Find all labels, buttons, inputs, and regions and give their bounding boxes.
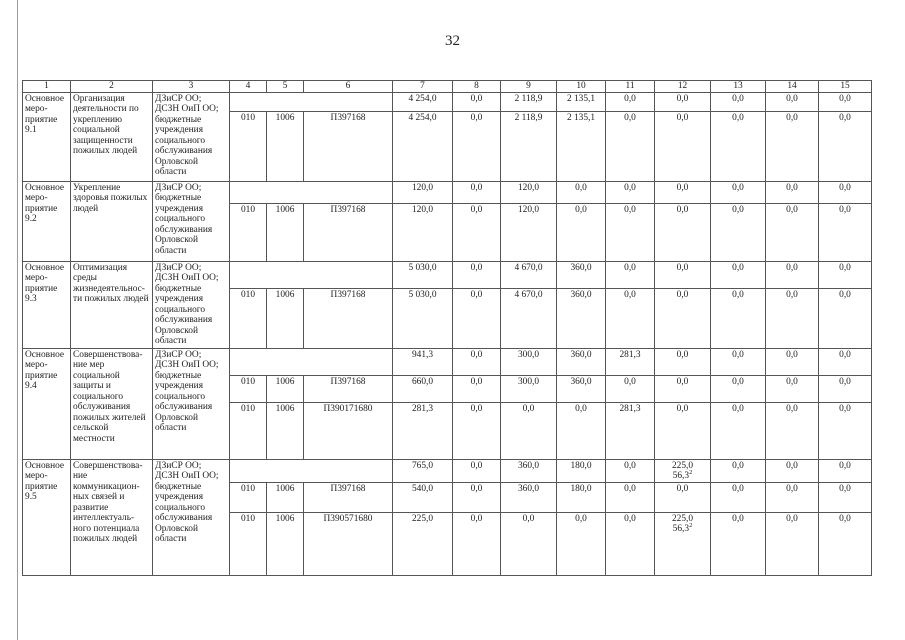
budget-table (22, 80, 872, 576)
table-cell: 660,0 (393, 375, 453, 402)
table-cell: 281,3 (606, 348, 655, 375)
table-cell: 010 (230, 375, 267, 402)
table-cell: 0,0 (453, 482, 501, 512)
table-cell: 0,0 (501, 512, 557, 575)
table-cell: 010 (230, 288, 267, 348)
measure-description: Укрепление здоровья пожилых людей (71, 181, 153, 261)
table-cell: 0,0 (606, 512, 655, 575)
table-cell: 1006 (267, 288, 304, 348)
table-cell: 0,0 (766, 92, 819, 111)
table-cell: 0,0 (453, 402, 501, 459)
table-cell: 010 (230, 482, 267, 512)
table-cell: 0,0 (453, 375, 501, 402)
table-cell: 4 670,0 (501, 261, 557, 288)
table-cell: 0,0 (606, 482, 655, 512)
table-cell: 1006 (267, 203, 304, 261)
table-cell: 0,0 (711, 261, 766, 288)
table-cell: 0,0 (711, 203, 766, 261)
table-cell: 0,0 (655, 111, 711, 181)
table-cell: 360,0 (557, 348, 606, 375)
col-header: 13 (711, 81, 766, 93)
total-cell: 941,3 (393, 348, 453, 375)
measure-executors: ДЗиСР ОО; ДСЗН ОиП ОО; бюджетные учреждения социального обслуживания Орловской области (153, 261, 230, 348)
footnote-mark: 2 (689, 522, 693, 529)
table-cell: 0,0 (766, 181, 819, 203)
col-header: 2 (71, 81, 153, 93)
table-cell: 0,0 (711, 288, 766, 348)
table-cell: 0,0 (655, 402, 711, 459)
table-cell: 0,0 (453, 181, 501, 203)
table-cell: 0,0 (655, 482, 711, 512)
table-cell: 0,0 (711, 375, 766, 402)
table-cell: 1006 (267, 482, 304, 512)
table-cell: 0,0 (766, 261, 819, 288)
table-cell: 1006 (267, 111, 304, 181)
total-cell: 5 030,0 (393, 261, 453, 288)
table-cell: П397168 (304, 288, 393, 348)
table-cell: 0,0 (606, 203, 655, 261)
table-cell: 360,0 (501, 482, 557, 512)
table-cell: 0,0 (819, 203, 872, 261)
cell-value: 225,0 (671, 460, 694, 471)
table-cell: 360,0 (501, 459, 557, 482)
table-cell: 0,0 (557, 512, 606, 575)
table-cell: 0,0 (501, 402, 557, 459)
table-cell: 0,0 (711, 402, 766, 459)
col-header: 11 (606, 81, 655, 93)
table-cell: 0,0 (606, 261, 655, 288)
measure-description: Совершенствова-ние мер социальной защиты и социального обслуживания пожилых жителей сельской местности (71, 348, 153, 459)
table-cell: 5 030,0 (393, 288, 453, 348)
table-cell: 360,0 (557, 261, 606, 288)
table-cell: 010 (230, 111, 267, 181)
measure-description: Организация деятельности по укреплению социальной защищенности пожилых людей (71, 92, 153, 181)
table-cell: 0,0 (711, 459, 766, 482)
measure-executors: ДЗиСР ОО; ДСЗН ОиП ОО; бюджетные учреждения социального обслуживания Орловской области (153, 348, 230, 459)
table-cell: 0,0 (766, 402, 819, 459)
table-cell: 2 135,1 (557, 92, 606, 111)
table-cell: 225,0 (393, 512, 453, 575)
measure-executors: ДЗиСР ОО; ДСЗН ОиП ОО; бюджетные учреждения социального обслуживания Орловской области (153, 459, 230, 575)
table-cell: 0,0 (711, 482, 766, 512)
col-header: 7 (393, 81, 453, 93)
col-header: 12 (655, 81, 711, 93)
table-cell: 0,0 (655, 203, 711, 261)
total-cell: 120,0 (393, 181, 453, 203)
table-cell: 0,0 (606, 92, 655, 111)
table-cell: 0,0 (655, 92, 711, 111)
table-cell: 0,0 (819, 348, 872, 375)
col-header: 5 (267, 81, 304, 93)
table-cell: 0,0 (606, 181, 655, 203)
page-margin-line (17, 0, 18, 640)
table-cell: 360,0 (557, 288, 606, 348)
table-cell: 0,0 (453, 288, 501, 348)
table-cell: 0,0 (711, 181, 766, 203)
table-row (23, 92, 872, 111)
table-cell: 120,0 (393, 203, 453, 261)
col-header: 14 (766, 81, 819, 93)
table-cell: 2 135,1 (557, 111, 606, 181)
measure-executors: ДЗиСР ОО; ДСЗН ОиП ОО; бюджетные учреждения социального обслуживания Орловской области (153, 92, 230, 181)
table-cell-multi (655, 459, 711, 482)
table-cell: 0,0 (711, 92, 766, 111)
table-cell: 281,3 (393, 402, 453, 459)
measure-name: Основное меро-приятие 9.1 (23, 92, 71, 181)
table-cell: 0,0 (711, 512, 766, 575)
table-cell: 010 (230, 402, 267, 459)
table-cell: 180,0 (557, 482, 606, 512)
table-cell: 0,0 (655, 261, 711, 288)
table-cell: 0,0 (819, 261, 872, 288)
table-row (23, 181, 872, 203)
table-cell: П390571680 (304, 512, 393, 575)
table-cell: 0,0 (819, 512, 872, 575)
table-cell: 0,0 (819, 181, 872, 203)
header-row (23, 81, 872, 93)
table-cell: 0,0 (557, 203, 606, 261)
measure-name: Основное меро-приятие 9.3 (23, 261, 71, 348)
footnote-mark: 2 (689, 468, 693, 476)
table-cell: 4 254,0 (393, 111, 453, 181)
table-cell: 0,0 (606, 375, 655, 402)
table-cell: П397168 (304, 203, 393, 261)
table-cell: 0,0 (819, 288, 872, 348)
table-cell: 0,0 (606, 111, 655, 181)
table-cell: 0,0 (453, 261, 501, 288)
table-cell: 0,0 (766, 203, 819, 261)
table-cell: 300,0 (501, 375, 557, 402)
table-cell: 0,0 (453, 348, 501, 375)
measure-name: Основное меро-приятие 9.5 (23, 459, 71, 575)
measure-executors: ДЗиСР ОО; бюджетные учреждения социального обслуживания Орловской области (153, 181, 230, 261)
table-row (23, 348, 872, 375)
table-cell: П390171680 (304, 402, 393, 459)
table-cell: 0,0 (655, 288, 711, 348)
table-cell: 0,0 (766, 111, 819, 181)
table-cell: 0,0 (819, 111, 872, 181)
table-cell: 0,0 (557, 181, 606, 203)
table-cell: 0,0 (819, 375, 872, 402)
table-cell: 300,0 (501, 348, 557, 375)
col-header: 4 (230, 81, 267, 93)
table-cell: 540,0 (393, 482, 453, 512)
table-cell: 0,0 (766, 375, 819, 402)
table-cell: 010 (230, 203, 267, 261)
table-cell: 4 670,0 (501, 288, 557, 348)
total-cell: 765,0 (393, 459, 453, 482)
measure-description: Совершенствова-ние коммуникацион-ных связей и развитие интеллектуаль-ного потенциала пожилых людей (71, 459, 153, 575)
table-cell: 0,0 (453, 203, 501, 261)
cell-value: 56,3 (672, 524, 690, 535)
total-cell: 4 254,0 (393, 92, 453, 111)
table-cell: 0,0 (655, 375, 711, 402)
measure-name: Основное меро-приятие 9.4 (23, 348, 71, 459)
table-cell: 0,0 (819, 459, 872, 482)
table-cell: 180,0 (557, 459, 606, 482)
table-cell: 0,0 (606, 459, 655, 482)
table-cell: 0,0 (453, 92, 501, 111)
table-cell: П397168 (304, 111, 393, 181)
table-cell: 0,0 (655, 181, 711, 203)
cell-value: 56,3 (672, 471, 690, 482)
table-cell: 0,0 (606, 288, 655, 348)
table-cell: 1006 (267, 402, 304, 459)
table-row (23, 459, 872, 482)
table-cell: 120,0 (501, 181, 557, 203)
table-cell: 010 (230, 512, 267, 575)
table-cell: 0,0 (453, 512, 501, 575)
table-cell-multi (655, 512, 711, 575)
col-header: 1 (23, 81, 71, 93)
measure-name: Основное меро-приятие 9.2 (23, 181, 71, 261)
page-number: 32 (445, 33, 460, 49)
table-cell: 2 118,9 (501, 92, 557, 111)
table-cell: 0,0 (766, 288, 819, 348)
table-cell: 0,0 (453, 111, 501, 181)
col-header: 8 (453, 81, 501, 93)
table-cell: 0,0 (819, 482, 872, 512)
table-cell: 281,3 (606, 402, 655, 459)
col-header: 10 (557, 81, 606, 93)
table-cell: 0,0 (766, 512, 819, 575)
col-header: 9 (501, 81, 557, 93)
table-cell: 0,0 (557, 402, 606, 459)
table-cell: 120,0 (501, 203, 557, 261)
table-cell: 1006 (267, 375, 304, 402)
table-cell: 0,0 (766, 482, 819, 512)
table-cell: П397168 (304, 375, 393, 402)
table-cell: 360,0 (557, 375, 606, 402)
table-cell: 0,0 (711, 348, 766, 375)
table-cell: П397168 (304, 482, 393, 512)
table-cell: 0,0 (766, 459, 819, 482)
table-cell: 1006 (267, 512, 304, 575)
table-cell: 0,0 (819, 92, 872, 111)
table-cell: 0,0 (766, 348, 819, 375)
table-cell: 0,0 (453, 459, 501, 482)
table-cell: 0,0 (655, 348, 711, 375)
col-header: 15 (819, 81, 872, 93)
table-cell: 2 118,9 (501, 111, 557, 181)
col-header: 6 (304, 81, 393, 93)
table-row (23, 261, 872, 288)
measure-description: Оптимизация среды жизнедеятельнос-ти пожилых людей (71, 261, 153, 348)
cell-value: 225,0 (671, 513, 694, 524)
table-cell: 0,0 (819, 402, 872, 459)
table-cell: 0,0 (711, 111, 766, 181)
col-header: 3 (153, 81, 230, 93)
